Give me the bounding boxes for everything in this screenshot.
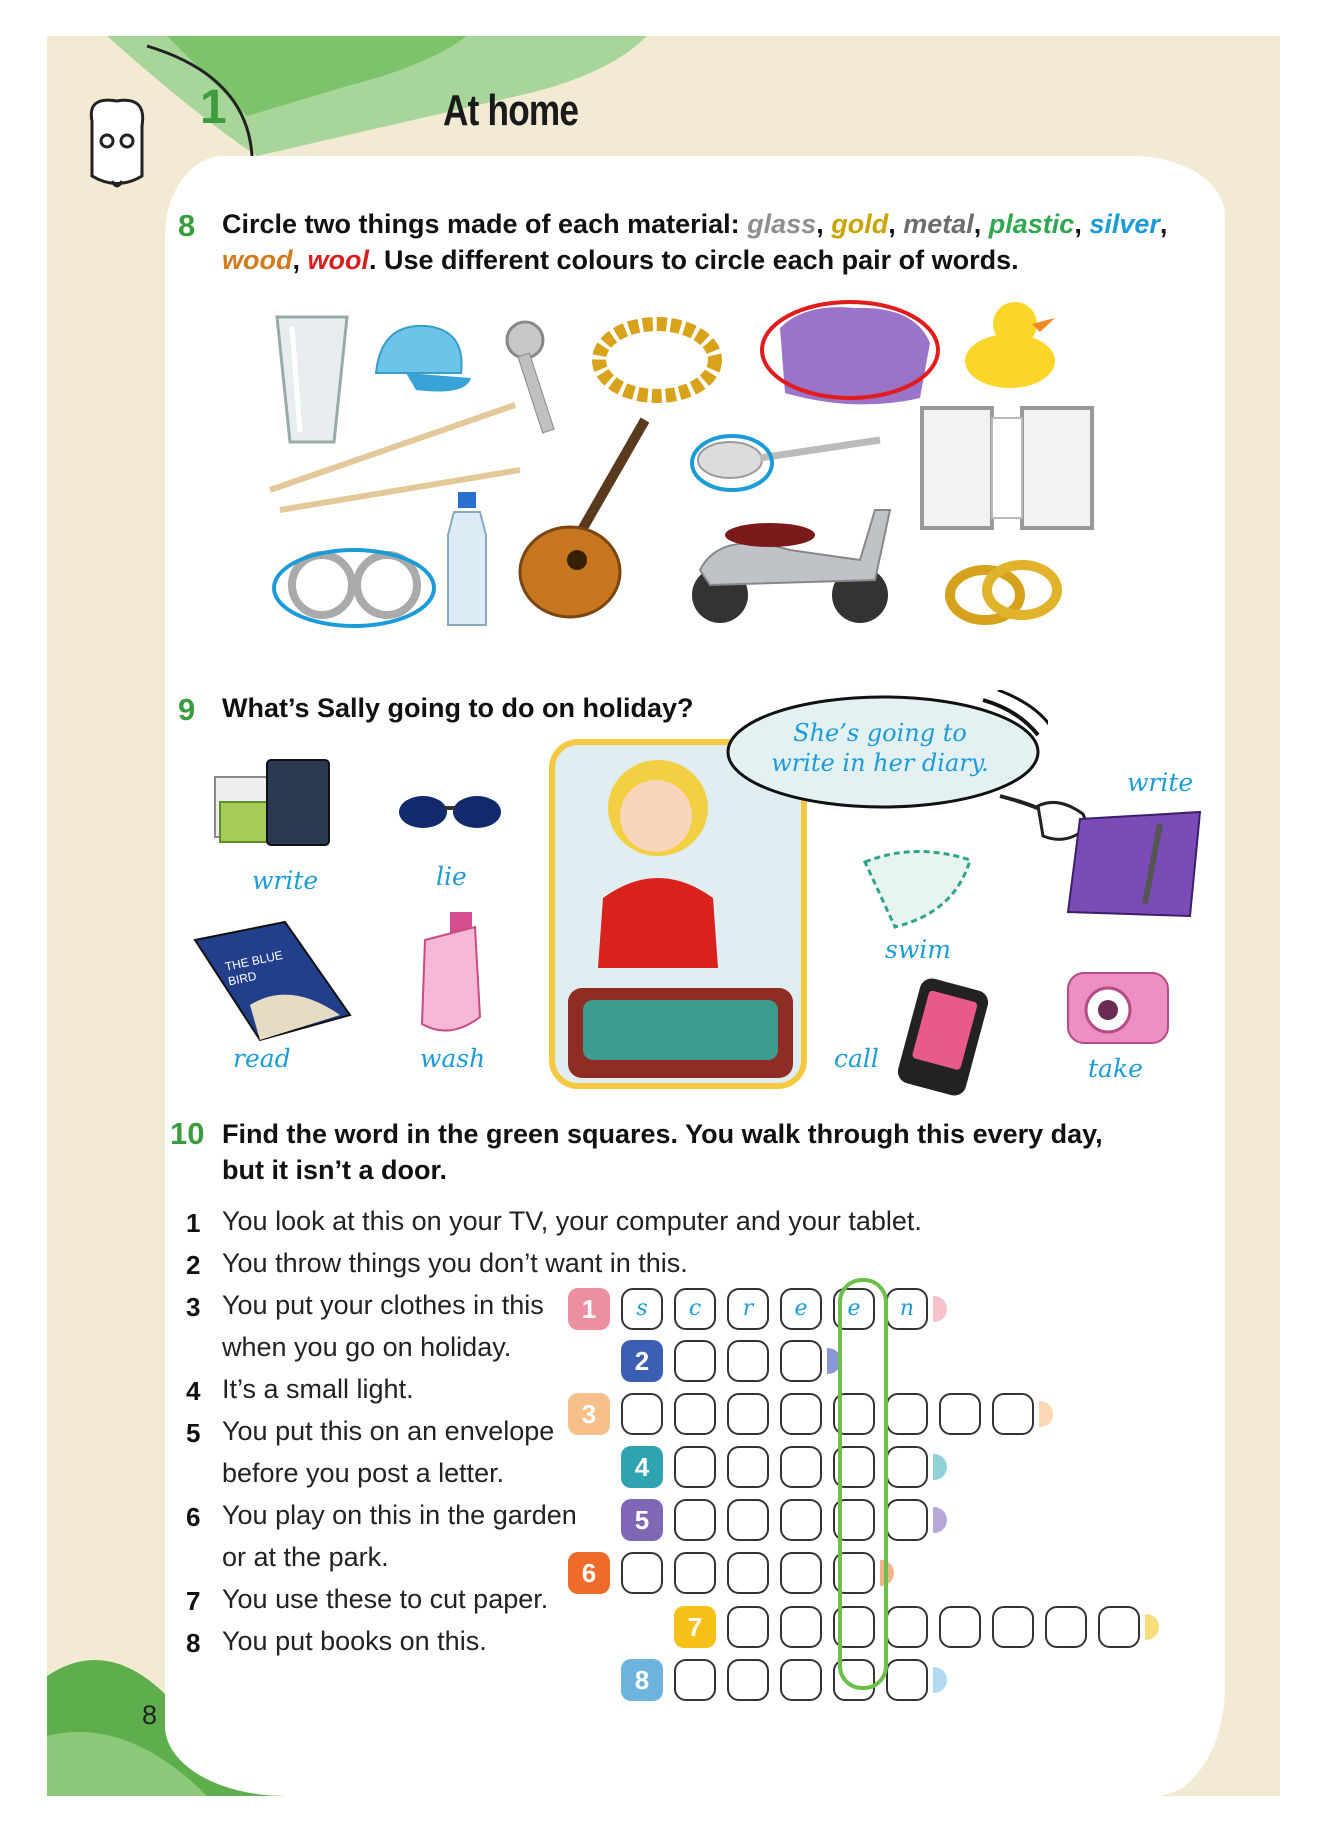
label-wash: wash [420,1044,486,1073]
page-title: At home [443,86,579,135]
crossword-cell[interactable] [621,1393,663,1435]
clue-number: 3 [186,1292,201,1322]
guitar-icon [515,412,655,622]
clue-text: You play on this in the garden [222,1500,577,1530]
label-swim: swim [885,935,951,964]
swimsuit-icon [855,842,990,942]
crossword-cell[interactable] [674,1446,716,1488]
crossword-cell[interactable] [674,1552,716,1594]
clue-text: You put this on an envelope [222,1416,555,1446]
exercise-8-number: 8 [178,208,196,243]
crossword-cell[interactable] [674,1499,716,1541]
material-glass: glass [747,209,817,239]
exercise-10-number: 10 [170,1116,205,1151]
woolly-hat-icon [366,318,476,398]
separator: , [1159,209,1168,239]
clue-text: You put your clothes in this [222,1290,544,1320]
mascot-icon [67,76,167,206]
material-wool: wool [307,245,369,275]
label-read: read [233,1044,291,1073]
crossword-cell[interactable]: n [886,1288,928,1330]
label-lie: lie [436,862,467,891]
clue-text: You put books on this. [222,1626,487,1656]
separator: , [973,209,989,239]
exercise-9-question: What’s Sally going to do on holiday? [222,693,694,723]
crossword-cell[interactable]: e [833,1288,875,1330]
crossword-row-label: 8 [621,1659,663,1701]
crossword-cell[interactable] [992,1393,1034,1435]
clue-text: You look at this on your TV, your computer and your tablet. [222,1206,922,1236]
material-plastic: plastic [988,209,1075,239]
crossword-cell[interactable]: r [727,1288,769,1330]
crossword-cell[interactable] [992,1606,1034,1648]
instruction-prefix: Circle two things made of each material: [222,209,748,239]
separator: , [888,209,904,239]
crossword-cell[interactable] [886,1499,928,1541]
crossword-cell[interactable] [727,1659,769,1701]
book-icon [190,920,355,1045]
material-gold: gold [831,209,889,239]
crossword-cell[interactable] [886,1606,928,1648]
crossword-cell[interactable]: c [674,1288,716,1330]
unit-number: 1 [200,81,227,134]
rubber-duck-icon [960,296,1060,391]
crossword-cell[interactable] [727,1499,769,1541]
clue-text: You throw things you don’t want in this. [222,1248,688,1278]
water-bottle-icon [442,490,492,630]
crossword-row-label: 3 [568,1393,610,1435]
clue-number: 2 [186,1250,201,1280]
label-call: call [834,1044,879,1073]
instruction-suffix: . Use different colours to circle each pair of words. [369,245,1019,275]
crossword-cell[interactable] [780,1552,822,1594]
clue-number: 8 [186,1628,201,1658]
earrings-icon [272,530,442,630]
material-metal: metal [903,209,974,239]
exercise-10-instruction-line1: Find the word in the green squares. You walk through this every day, [222,1119,1103,1149]
crossword-cell[interactable] [727,1446,769,1488]
crossword-row-label: 2 [621,1340,663,1382]
crossword-cell[interactable] [780,1606,822,1648]
separator: , [816,209,832,239]
crossword-row-label: 5 [621,1499,663,1541]
clue-text: when you go on holiday. [222,1332,512,1362]
crossword-cell[interactable] [780,1340,822,1382]
separator: , [1074,209,1090,239]
label-take: take [1088,1054,1143,1083]
page-number: 8 [142,1700,158,1730]
gold-bracelet-icon [590,310,725,410]
crossword-cell[interactable] [780,1393,822,1435]
crossword-cell[interactable] [674,1340,716,1382]
stationery-icon [205,752,335,852]
clue-number: 5 [186,1418,201,1448]
clue-number: 7 [186,1586,201,1616]
crossword-cell[interactable] [674,1393,716,1435]
crossword-cell[interactable] [727,1606,769,1648]
exercise-10-instruction-line2: but it isn’t a door. [222,1155,447,1185]
crossword-cell[interactable] [727,1552,769,1594]
crossword-row-label: 1 [568,1288,610,1330]
crossword-cell[interactable] [1045,1606,1087,1648]
clue-text: before you post a letter. [222,1458,505,1488]
clue-text: You use these to cut paper. [222,1584,549,1614]
clue-text: It’s a small light. [222,1374,414,1404]
material-wood: wood [222,245,293,275]
crossword-row-label: 7 [674,1606,716,1648]
crossword-cell[interactable] [727,1393,769,1435]
crossword-cell[interactable]: e [780,1288,822,1330]
crossword-row-label: 6 [568,1552,610,1594]
book-title: THE BLUE BIRD [223,947,285,989]
crossword-cell[interactable] [674,1659,716,1701]
scooter-icon [660,470,910,630]
crossword-cell[interactable] [886,1446,928,1488]
speech-bubble-text: She’s going to write in her diary. [771,719,989,777]
separator: , [292,245,308,275]
material-silver: silver [1089,209,1160,239]
crossword-cell[interactable] [780,1446,822,1488]
crossword-cell[interactable] [621,1552,663,1594]
diary-icon [1060,804,1210,924]
clue-number: 6 [186,1502,201,1532]
clue-number: 4 [186,1376,201,1406]
crossword-cell[interactable] [780,1659,822,1701]
crossword-cell[interactable] [939,1393,981,1435]
crossword-cell[interactable] [886,1393,928,1435]
shampoo-bottle-icon [410,912,490,1042]
mobile-phone-icon [888,975,993,1100]
crossword-cell[interactable] [1098,1606,1140,1648]
exercise-8-instruction [222,206,1222,278]
crossword-cell[interactable] [939,1606,981,1648]
answer-column-highlight [838,1278,888,1690]
label-write-right: write [1127,768,1194,797]
rings-icon [940,555,1070,630]
crossword-cell[interactable] [886,1659,928,1701]
crossword-row-label: 4 [621,1446,663,1488]
clue-number: 1 [186,1208,201,1238]
crossword-cell[interactable]: s [621,1288,663,1330]
exercise-9-number: 9 [178,692,196,727]
crossword-cell[interactable] [727,1340,769,1382]
clue-text: or at the park. [222,1542,389,1572]
camera-icon [1063,953,1173,1053]
window-icon [912,398,1102,538]
label-write-left: write [252,866,319,895]
sunglasses-icon [395,790,505,835]
crossword-cell[interactable] [780,1499,822,1541]
